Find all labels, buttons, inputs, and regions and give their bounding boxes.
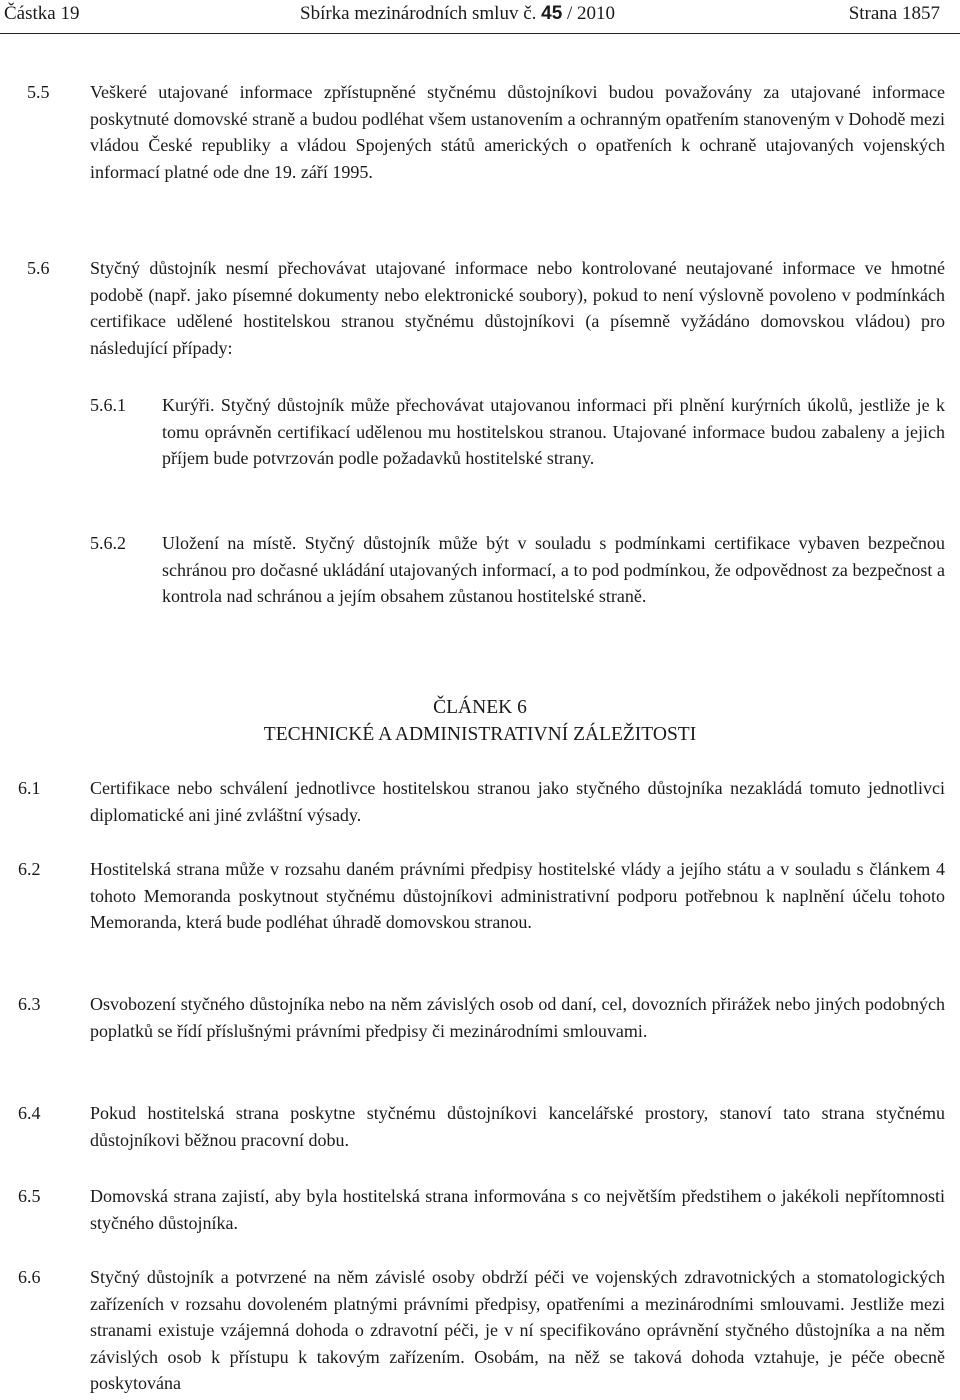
- section-text: Styčný důstojník a potvrzené na něm závislé osoby obdrží péči ve vojenských zdravotnických a stomatologických zařízeních v rozsahu dovoleném platnými právními předpisy, opatřeními a mezinárodními smlouvami. Jestliže mezi stranami existuje vzájemná dohoda o zdravotní péči, je v ní specifikováno oprávnění styčného důstojníka a na něm závislých osob k přístupu k takovým zařízením. Osobám, na něž se taková dohoda vztahuje, je péče obecně poskytována: [90, 1267, 945, 1393]
- section-text: Certifikace nebo schválení jednotlivce hostitelskou stranou jako styčného důstojníka nezakládá tomuto jednotlivci diplomatické ani jiné zvláštní výsady.: [90, 778, 945, 825]
- section-6-6: [0, 1264, 960, 1398]
- section-5-6: [0, 255, 960, 390]
- section-number: 5.6: [27, 258, 50, 278]
- section-number: 6.3: [18, 994, 41, 1014]
- section-number: 6.1: [18, 778, 41, 798]
- header-collection-suffix: / 2010: [567, 3, 616, 24]
- section-text: Hostitelská strana může v rozsahu daném právními předpisy hostitelské vlády a jejího státu a v souladu s článkem 4 tohoto Memoranda poskytnout styčnému důstojníkovi administrativní podporu potřebnou k naplnění účelu tohoto Memoranda, která bude podléhat úhradě domovskou stranou.: [90, 859, 945, 932]
- section-number: 6.4: [18, 1103, 41, 1123]
- article-title: TECHNICKÉ A ADMINISTRATIVNÍ ZÁLEŽITOSTI: [263, 724, 697, 745]
- header-collection: [300, 3, 615, 25]
- section-6-4: [0, 1100, 960, 1156]
- section-number: 6.6: [18, 1267, 41, 1287]
- section-number: 5.5: [27, 82, 50, 102]
- section-text: Kurýři. Styčný důstojník může přechovávat utajovanou informaci při plnění kurýrních úkolů, jestliže je k tomu oprávněn certifikací udělenou mu hostitelskou stranou. Utajované informace budou zabaleny a jejich příjem bude potvrzován podle požadavků hostitelské strany.: [162, 395, 945, 468]
- section-text: Pokud hostitelská strana poskytne styčnému důstojníkovi kancelářské prostory, stanoví tato strana styčnému důstojníkovi běžnou pracovní dobu.: [90, 1103, 945, 1150]
- page-header: [0, 0, 960, 34]
- section-6-3: [0, 991, 960, 1076]
- section-number: 6.2: [18, 859, 41, 879]
- section-6-1: [0, 775, 960, 831]
- header-page-number: Strana 1857: [848, 3, 940, 24]
- section-number: 5.6.2: [90, 533, 126, 553]
- section-5-5: [0, 79, 960, 239]
- section-5-6-2: [0, 530, 960, 640]
- section-text: Styčný důstojník nesmí přechovávat utajované informace nebo kontrolované neutajované informace ve hmotné podobě (např. jako písemné dokumenty nebo elektronické soubory), pokud to není výslovně povoleno v podmínkách certifikace udělené hostitelskou stranou styčnému důstojníkovi (a písemně vyžádáno domovskou vládou) pro následující případy:: [90, 258, 945, 358]
- section-6-2: [0, 856, 960, 966]
- section-text: Uložení na místě. Styčný důstojník může být v souladu s podmínkami certifikace vybaven bezpečnou schránou pro dočasné ukládání utajovaných informací, a to pod podmínkou, že odpovědnost za bezpečnost a kontrola nad schránou a jejím obsahem zůstanou hostitelské straně.: [162, 533, 945, 606]
- section-number: 5.6.1: [90, 395, 126, 415]
- header-collection-prefix: Sbírka mezinárodních smluv č.: [300, 3, 537, 24]
- section-5-6-1: [0, 392, 960, 502]
- section-number: 6.5: [18, 1186, 41, 1206]
- header-collection-number: 45: [541, 3, 563, 24]
- article-number: ČLÁNEK 6: [433, 697, 527, 718]
- header-part: Částka 19: [4, 3, 80, 24]
- section-6-5: [0, 1183, 960, 1239]
- section-text: Osvobození styčného důstojníka nebo na něm závislých osob od daní, cel, dovozních přirážek nebo jiných podobných poplatků se řídí příslušnými právními předpisy či mezinárodními smlouvami.: [90, 994, 945, 1041]
- section-text: Veškeré utajované informace zpřístupněné styčnému důstojníkovi budou považovány za utajované informace poskytnuté domovské straně a budou podléhat všem ustanovením a ochranným opatřením stanoveným v Dohodě mezi vládou České republiky a vládou Spojených států amerických o opatřeních k ochraně utajovaných vojenských informací platné ode dne 19. září 1995.: [90, 82, 945, 182]
- section-text: Domovská strana zajistí, aby byla hostitelská strana informována s co největším předstihem o jakékoli nepřítomnosti styčného důstojníka.: [90, 1186, 945, 1233]
